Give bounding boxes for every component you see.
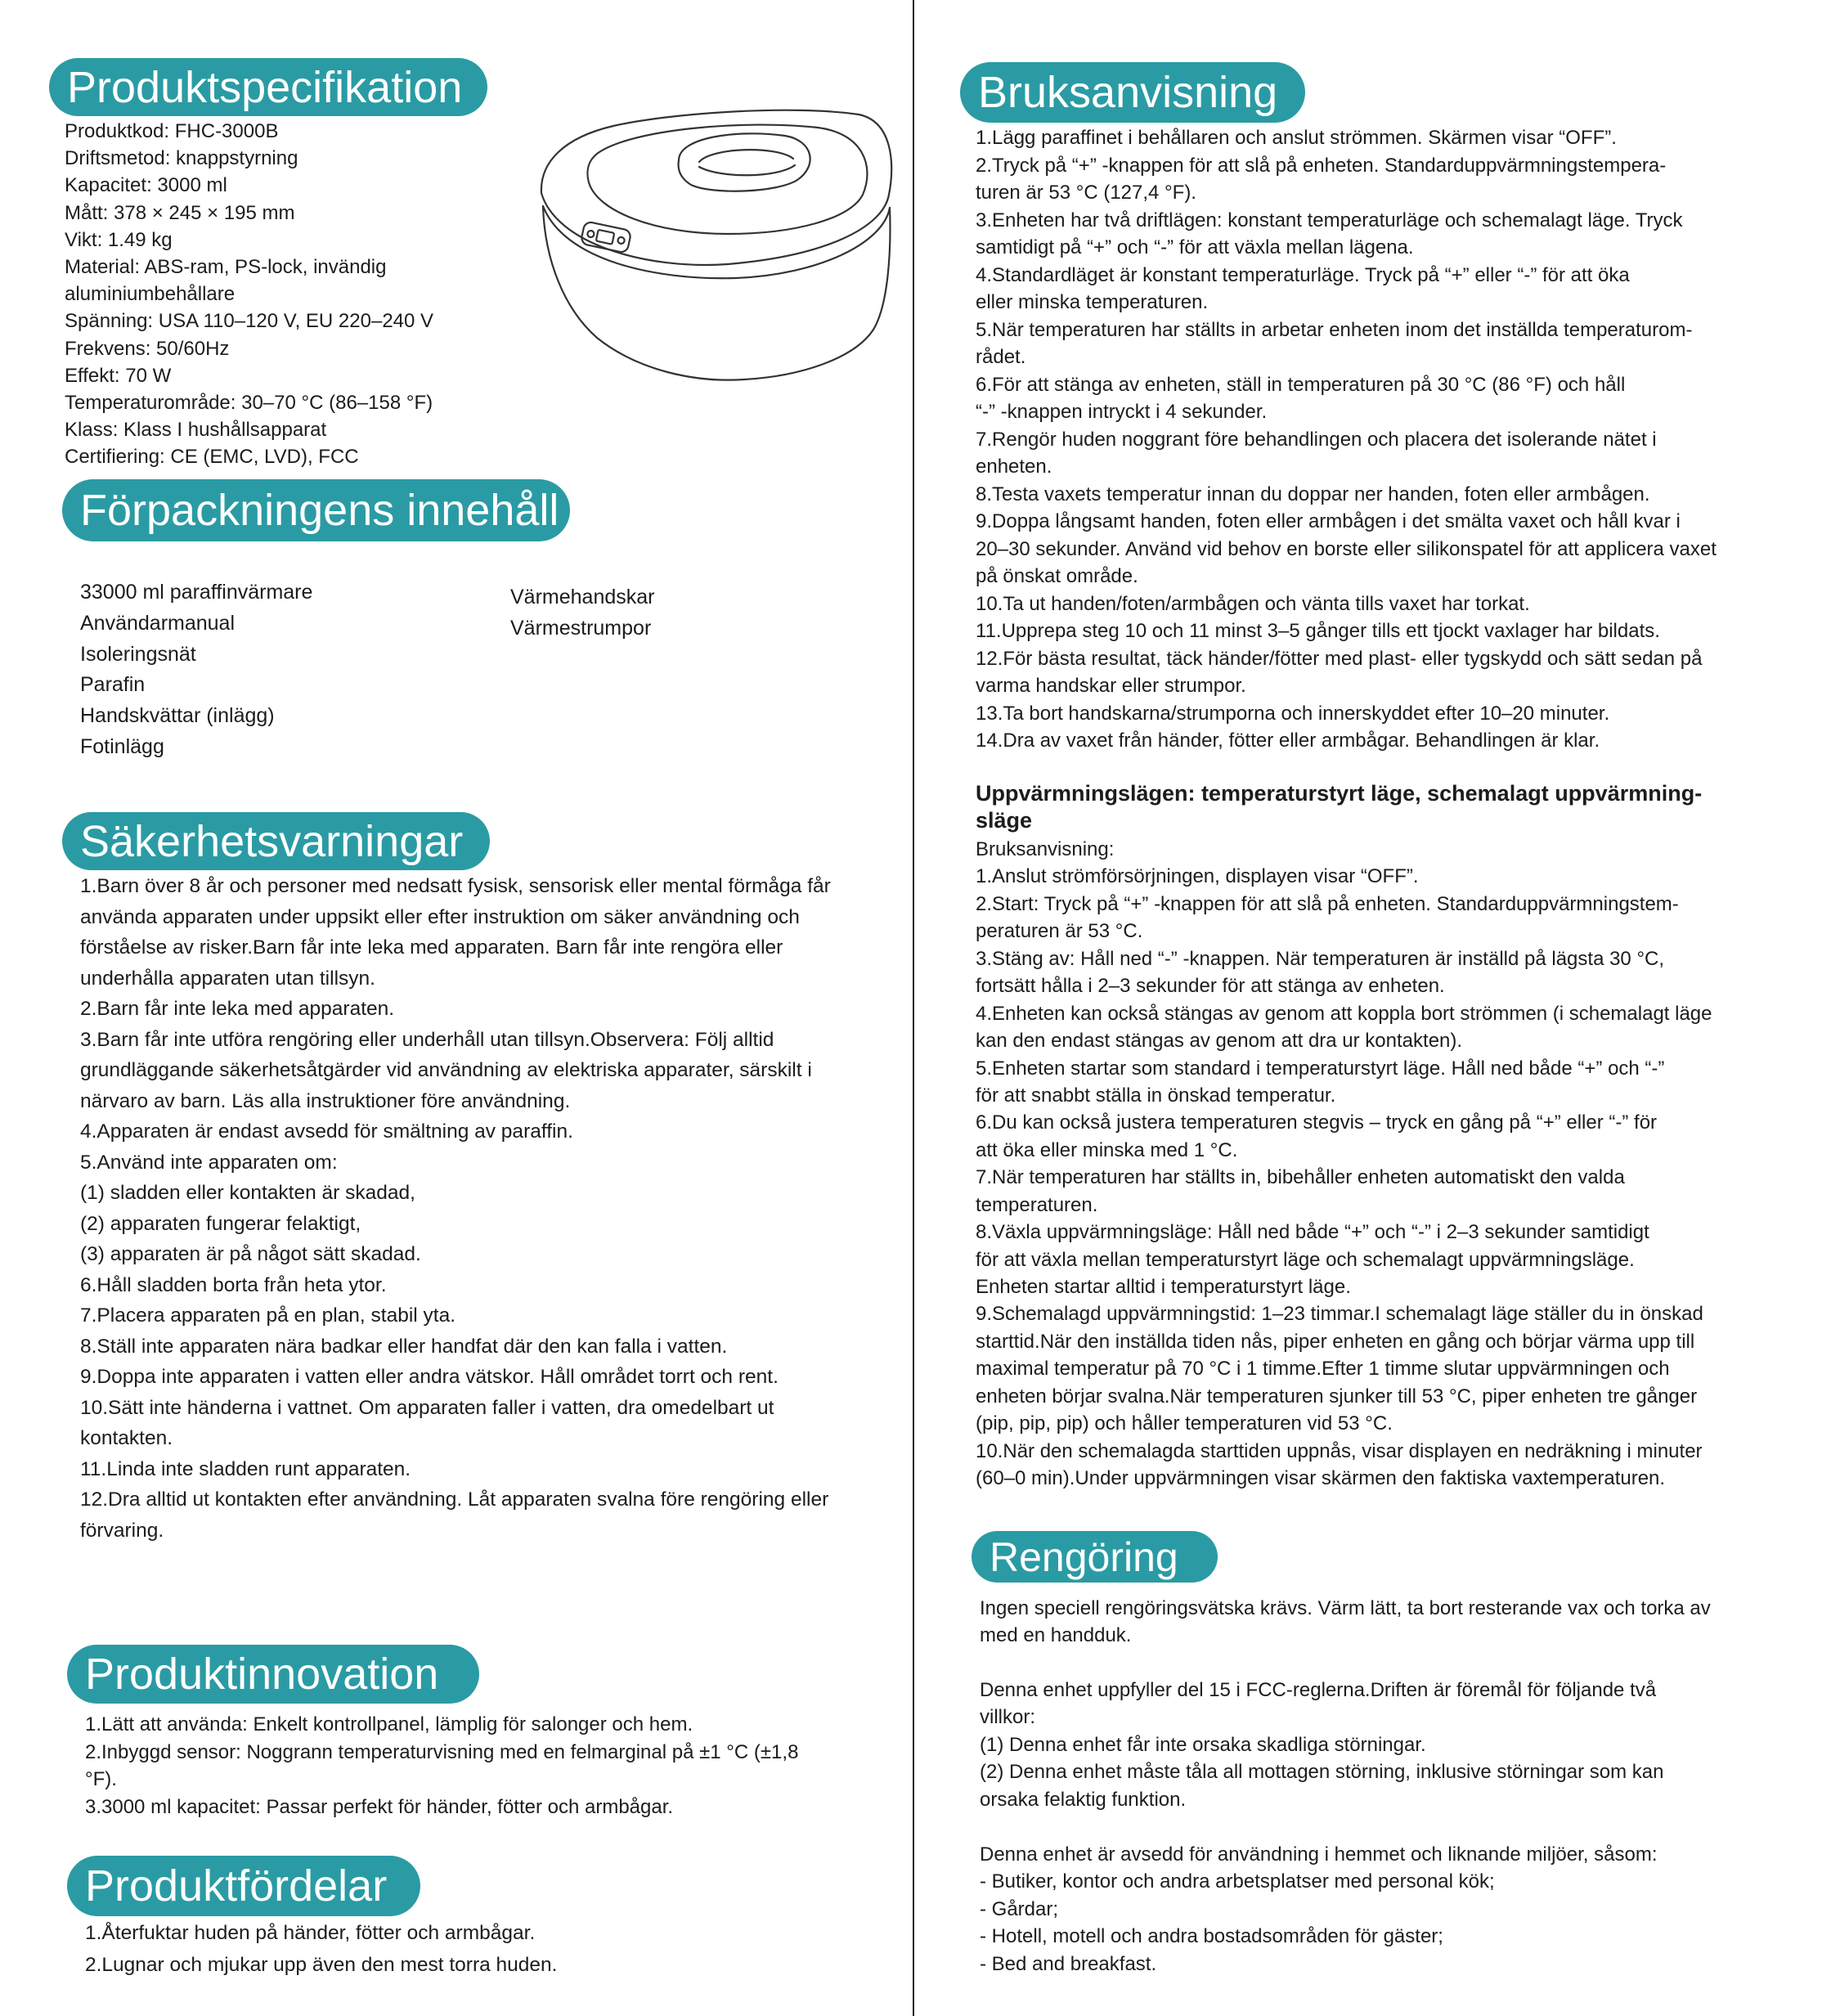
safety-line: 2.Barn får inte leka med apparaten. [80,998,395,1020]
safety-line: (3) apparaten är på något sätt skadad. [80,1243,421,1265]
safety-line: förvaring. [80,1519,164,1542]
plus-button-icon [617,236,625,244]
mode-instruction-line: 7.När temperaturen har ställts in, bibehåller enheten automatiskt den valda [976,1166,1625,1189]
product-lid-edge [543,206,890,278]
control-panel-frame [581,221,632,253]
fcc-line: orsaka felaktig funktion. [980,1788,1187,1811]
instruction-line: enheten. [976,456,1052,478]
package-contents-column-1 [80,577,312,763]
section-heading-package-contents: Förpackningens innehåll [62,479,570,541]
spec-line: Certifiering: CE (EMC, LVD), FCC [65,446,359,469]
mode-instruction-line: 8.Växla uppvärmningsläge: Håll ned både “+” och “-” i 2–3 sekunder samtidigt [976,1221,1649,1244]
section-heading-product-benefits: Produktfördelar [67,1856,420,1916]
safety-line: 10.Sätt inte händerna i vattnet. Om apparaten faller i vatten, dra omedelbart ut [80,1396,774,1419]
product-handle [679,133,810,191]
instruction-line: 12.För bästa resultat, täck händer/fötter med plast- eller tygskydd och sätt sedan på [976,647,1703,670]
section-heading-product-innovation: Produktinnovation [67,1645,479,1704]
mode-instruction-line: kan den endast stängas av genom att dra ur kontakten). [976,1030,1463,1053]
product-lid-recess [587,125,867,234]
safety-line: 7.Placera apparaten på en plan, stabil yta. [80,1304,456,1327]
instruction-line: eller minska temperaturen. [976,291,1209,314]
innovation-list [85,1711,798,1821]
display-window-icon [596,230,614,245]
mode-instruction-line: enheten börjar svalna.När temperaturen sjunker till 53 °C, piper enheten tre gånger [976,1385,1698,1408]
spec-line: aluminiumbehållare [65,283,236,306]
safety-line: närvaro av barn. Läs alla instruktioner före användning. [80,1089,571,1112]
intended-use-line: - Butiker, kontor och andra arbetsplatser med personal kök; [980,1870,1495,1893]
safety-line: 3.Barn får inte utföra rengöring eller underhåll utan tillsyn.Observera: Följ alltid [80,1028,774,1051]
fcc-line: Denna enhet uppfyller del 15 i FCC-reglerna.Driften är föremål för följande två [980,1679,1657,1701]
spec-line: Produktkod: FHC-3000B [65,120,279,142]
minus-button-icon [587,230,595,237]
mode-instruction-line: fortsätt hålla i 2–3 sekunder för att stänga av enheten. [976,975,1445,998]
section-heading-instructions: Bruksanvisning [960,62,1305,123]
handle-outline [679,133,810,191]
innovation-line: 2.Inbyggd sensor: Noggrann temperaturvisning med en felmarginal på ±1 °C (±1,8 [85,1740,799,1763]
instruction-line: 6.För att stänga av enheten, ställ in temperaturen på 30 °C (86 °F) och håll [976,373,1626,396]
mode-instruction-line: 10.När den schemalagda starttiden uppnås, visar displayen en nedräkning i minuter [976,1439,1703,1462]
heating-modes-section [976,836,1712,1493]
instruction-line: 2.Tryck på “+” -knappen för att slå på enheten. Standarduppvärmningstempera- [976,154,1667,177]
heating-modes-heading [976,780,1702,834]
section-heading-cleaning: Rengöring [972,1531,1218,1583]
safety-line: 4.Apparaten är endast avsedd för smältning av paraffin. [80,1120,573,1143]
mode-instruction-line: temperaturen. [976,1193,1098,1216]
package-item: Värmestrumpor [510,616,652,640]
mode-instruction-line: starttid.När den inställda tiden nås, piper enheten en gång och börjar värma upp till [976,1330,1695,1353]
package-item: 33000 ml paraffinvärmare [80,581,313,604]
package-contents-column-2 [510,582,654,644]
heading-line: Uppvärmningslägen: temperaturstyrt läge, schemalagt uppvärmning- [976,781,1703,806]
mode-instruction-line: att öka eller minska med 1 °C. [976,1138,1238,1161]
safety-line: 8.Ställ inte apparaten nära badkar eller handfat där den kan falla i vatten. [80,1335,728,1358]
instruction-line: 1.Lägg paraffinet i behållaren och anslut strömmen. Skärmen visar “OFF”. [976,127,1617,149]
intended-use-line: - Bed and breakfast. [980,1952,1157,1975]
safety-line: underhålla apparaten utan tillsyn. [80,967,375,990]
instruction-line: 14.Dra av vaxet från händer, fötter eller armbågar. Behandlingen är klar. [976,730,1600,752]
instruction-line: “-” -knappen intryckt i 4 sekunder. [976,401,1268,424]
handle-slot-bottom [699,165,795,175]
product-illustration [532,97,900,391]
mode-instruction-line: (60–0 min).Under uppvärmningen visar skärmen den faktiska vaxtemperaturen. [976,1467,1666,1490]
benefits-list [85,1917,557,1982]
spec-line: Vikt: 1.49 kg [65,228,173,251]
spec-line: Material: ABS-ram, PS-lock, invändig [65,256,387,279]
package-item: Värmehandskar [510,586,655,608]
instruction-line: 20–30 sekunder. Använd vid behov en borste eller silikonspatel för att applicera vaxet [976,537,1717,560]
mode-instruction-line: 3.Stäng av: Håll ned “-” -knappen. När temperaturen är inställd på lägsta 30 °C, [976,947,1665,970]
mode-instruction-line: för att växla mellan temperaturstyrt läge och schemalagt uppvärmningsläge. [976,1248,1635,1271]
fcc-line: (2) Denna enhet måste tåla all mottagen störning, inklusive störningar som kan [980,1761,1664,1784]
section-heading-safety-warnings: Säkerhetsvarningar [62,812,490,870]
spec-line: Mått: 378 × 245 × 195 mm [65,201,295,224]
safety-line: förståelse av risker.Barn får inte leka med apparaten. Barn får inte rengöra eller [80,936,783,959]
mode-instruction-line: 6.Du kan också justera temperaturen stegvis – tryck en gång på “+” eller “-” för [976,1111,1658,1134]
instruction-line: turen är 53 °C (127,4 °F). [976,182,1196,204]
instructions-list [976,124,1717,755]
handle-slot-top [699,150,793,162]
instruction-line: samtidigt på “+” och “-” för att växla mellan lägena. [976,236,1414,259]
mode-instruction-line: peraturen är 53 °C. [976,920,1143,943]
fcc-line: villkor: [980,1706,1036,1729]
instruction-line: 13.Ta bort handskarna/strumporna och innerskyddet efter 10–20 minuter. [976,702,1610,725]
intended-use-line: Denna enhet är avsedd för användning i hemmet och liknande miljöer, såsom: [980,1843,1658,1866]
spec-line: Kapacitet: 3000 ml [65,174,227,197]
innovation-line: °F). [85,1768,117,1791]
innovation-line: 3.3000 ml kapacitet: Passar perfekt för händer, fötter och armbågar. [85,1795,674,1818]
mode-instruction-line: maximal temperatur på 70 °C i 1 timme.Efter 1 timme slutar uppvärmningen och [976,1358,1670,1381]
instruction-line: 8.Testa vaxets temperatur innan du doppar ner handen, foten eller armbågen. [976,483,1650,505]
mode-instruction-line: 5.Enheten startar som standard i temperaturstyrt läge. Håll ned både “+” och “-” [976,1057,1665,1080]
spec-line: Klass: Klass I hushållsapparat [65,419,327,442]
safety-line: 5.Använd inte apparaten om: [80,1151,338,1174]
benefit-line: 2.Lugnar och mjukar upp även den mest torra huden. [85,1954,558,1977]
instruction-line: rådet. [976,346,1026,369]
cleaning-paragraph [980,1595,1711,1650]
intended-use-line: - Gårdar; [980,1897,1059,1920]
product-body-outline [543,206,890,380]
fcc-paragraph [980,1677,1663,1813]
benefit-line: 1.Återfuktar huden på händer, fötter och armbågar. [85,1922,536,1944]
safety-warnings-list [80,871,831,1546]
instruction-line: 11.Upprepa steg 10 och 11 minst 3–5 gånger tills ett tjockt vaxlager har bildats. [976,620,1660,643]
spec-line: Frekvens: 50/60Hz [65,337,230,360]
safety-line: 1.Barn över 8 år och personer med nedsatt fysisk, sensorisk eller mental förmåga får [80,875,831,897]
safety-line: 11.Linda inte sladden runt apparaten. [80,1457,411,1480]
spec-line: Temperaturområde: 30–70 °C (86–158 °F) [65,392,433,415]
mode-instruction-line: Enheten startar alltid i temperaturstyrt läge. [976,1276,1351,1298]
safety-line: använda apparaten under uppsikt eller efter instruktion om säker användning och [80,905,800,928]
instruction-line: varma handskar eller strumpor. [976,675,1246,698]
package-item: Parafin [80,673,146,697]
section-heading-product-specification: Produktspecifikation [49,58,487,116]
mode-instruction-line: för att snabbt ställa in önskad temperatur. [976,1084,1336,1107]
instruction-line: 9.Doppa långsamt handen, foten eller armbågen i det smälta vaxet och håll kvar i [976,510,1681,533]
package-item: Fotinlägg [80,734,164,758]
intended-use-line: - Hotell, motell och andra bostadsområden för gäster; [980,1925,1443,1948]
heating-modes-list [976,863,1712,1492]
instruction-line: på önskat område. [976,565,1138,588]
heating-modes-subtitle: Bruksanvisning: [976,838,1115,860]
spec-line: Effekt: 70 W [65,364,172,387]
mode-instruction-line: 2.Start: Tryck på “+” -knappen för att slå på enheten. Standarduppvärmningstem- [976,892,1679,915]
instruction-line: 5.När temperaturen har ställts in arbetar enheten inom det inställda temperaturom- [976,318,1693,341]
mode-instruction-line: 9.Schemalagd uppvärmningstid: 1–23 timmar.I schemalagt läge ställer du in önskad [976,1303,1703,1326]
safety-line: grundläggande säkerhetsåtgärder vid användning av elektriska apparater, särskilt i [80,1059,812,1081]
innovation-line: 1.Lätt att använda: Enkelt kontrollpanel, lämplig för salonger och hem. [85,1713,693,1735]
instruction-line: 10.Ta ut handen/foten/armbågen och vänta tills vaxet har torkat. [976,592,1530,615]
safety-line: 9.Doppa inte apparaten i vatten eller andra vätskor. Håll området torrt och rent. [80,1366,779,1388]
cleaning-line: Ingen speciell rengöringsvätska krävs. Värm lätt, ta bort resterande vax och torka av [980,1597,1711,1619]
instruction-line: 4.Standardläget är konstant temperaturläge. Tryck på “+” eller “-” för att öka [976,263,1630,286]
column-divider [913,0,914,2016]
safety-line: (2) apparaten fungerar felaktigt, [80,1212,361,1235]
safety-line: 6.Håll sladden borta från heta ytor. [80,1273,387,1296]
safety-line: (1) sladden eller kontakten är skadad, [80,1182,415,1204]
instruction-line: 7.Rengör huden noggrant före behandlingen och placera det isolerande nätet i [976,428,1657,451]
safety-line: kontakten. [80,1427,173,1449]
mode-instruction-line: 4.Enheten kan också stängas av genom att koppla bort strömmen (i schemalagt läge [976,1002,1712,1025]
spec-line: Spänning: USA 110–120 V, EU 220–240 V [65,310,434,333]
mode-instruction-line: 1.Anslut strömförsörjningen, displayen visar “OFF”. [976,865,1419,888]
product-control-panel [581,221,632,253]
intended-use-paragraph [980,1841,1657,1978]
mode-instruction-line: (pip, pip, pip) och håller temperaturen vid 53 °C. [976,1412,1393,1435]
safety-line: 12.Dra alltid ut kontakten efter användning. Låt apparaten svalna före rengöring eller [80,1488,829,1511]
package-item: Användarmanual [80,611,236,635]
heading-line: släge [976,808,1033,833]
package-item: Handskvättar (inlägg) [80,704,275,728]
cleaning-line: med en handduk. [980,1624,1132,1647]
instruction-line: 3.Enheten har två driftlägen: konstant temperaturläge och schemalagt läge. Tryck [976,209,1683,231]
package-item: Isoleringsnät [80,642,196,666]
specification-list [65,118,433,471]
spec-line: Driftsmetod: knappstyrning [65,147,298,170]
fcc-line: (1) Denna enhet får inte orsaka skadliga störningar. [980,1733,1426,1756]
